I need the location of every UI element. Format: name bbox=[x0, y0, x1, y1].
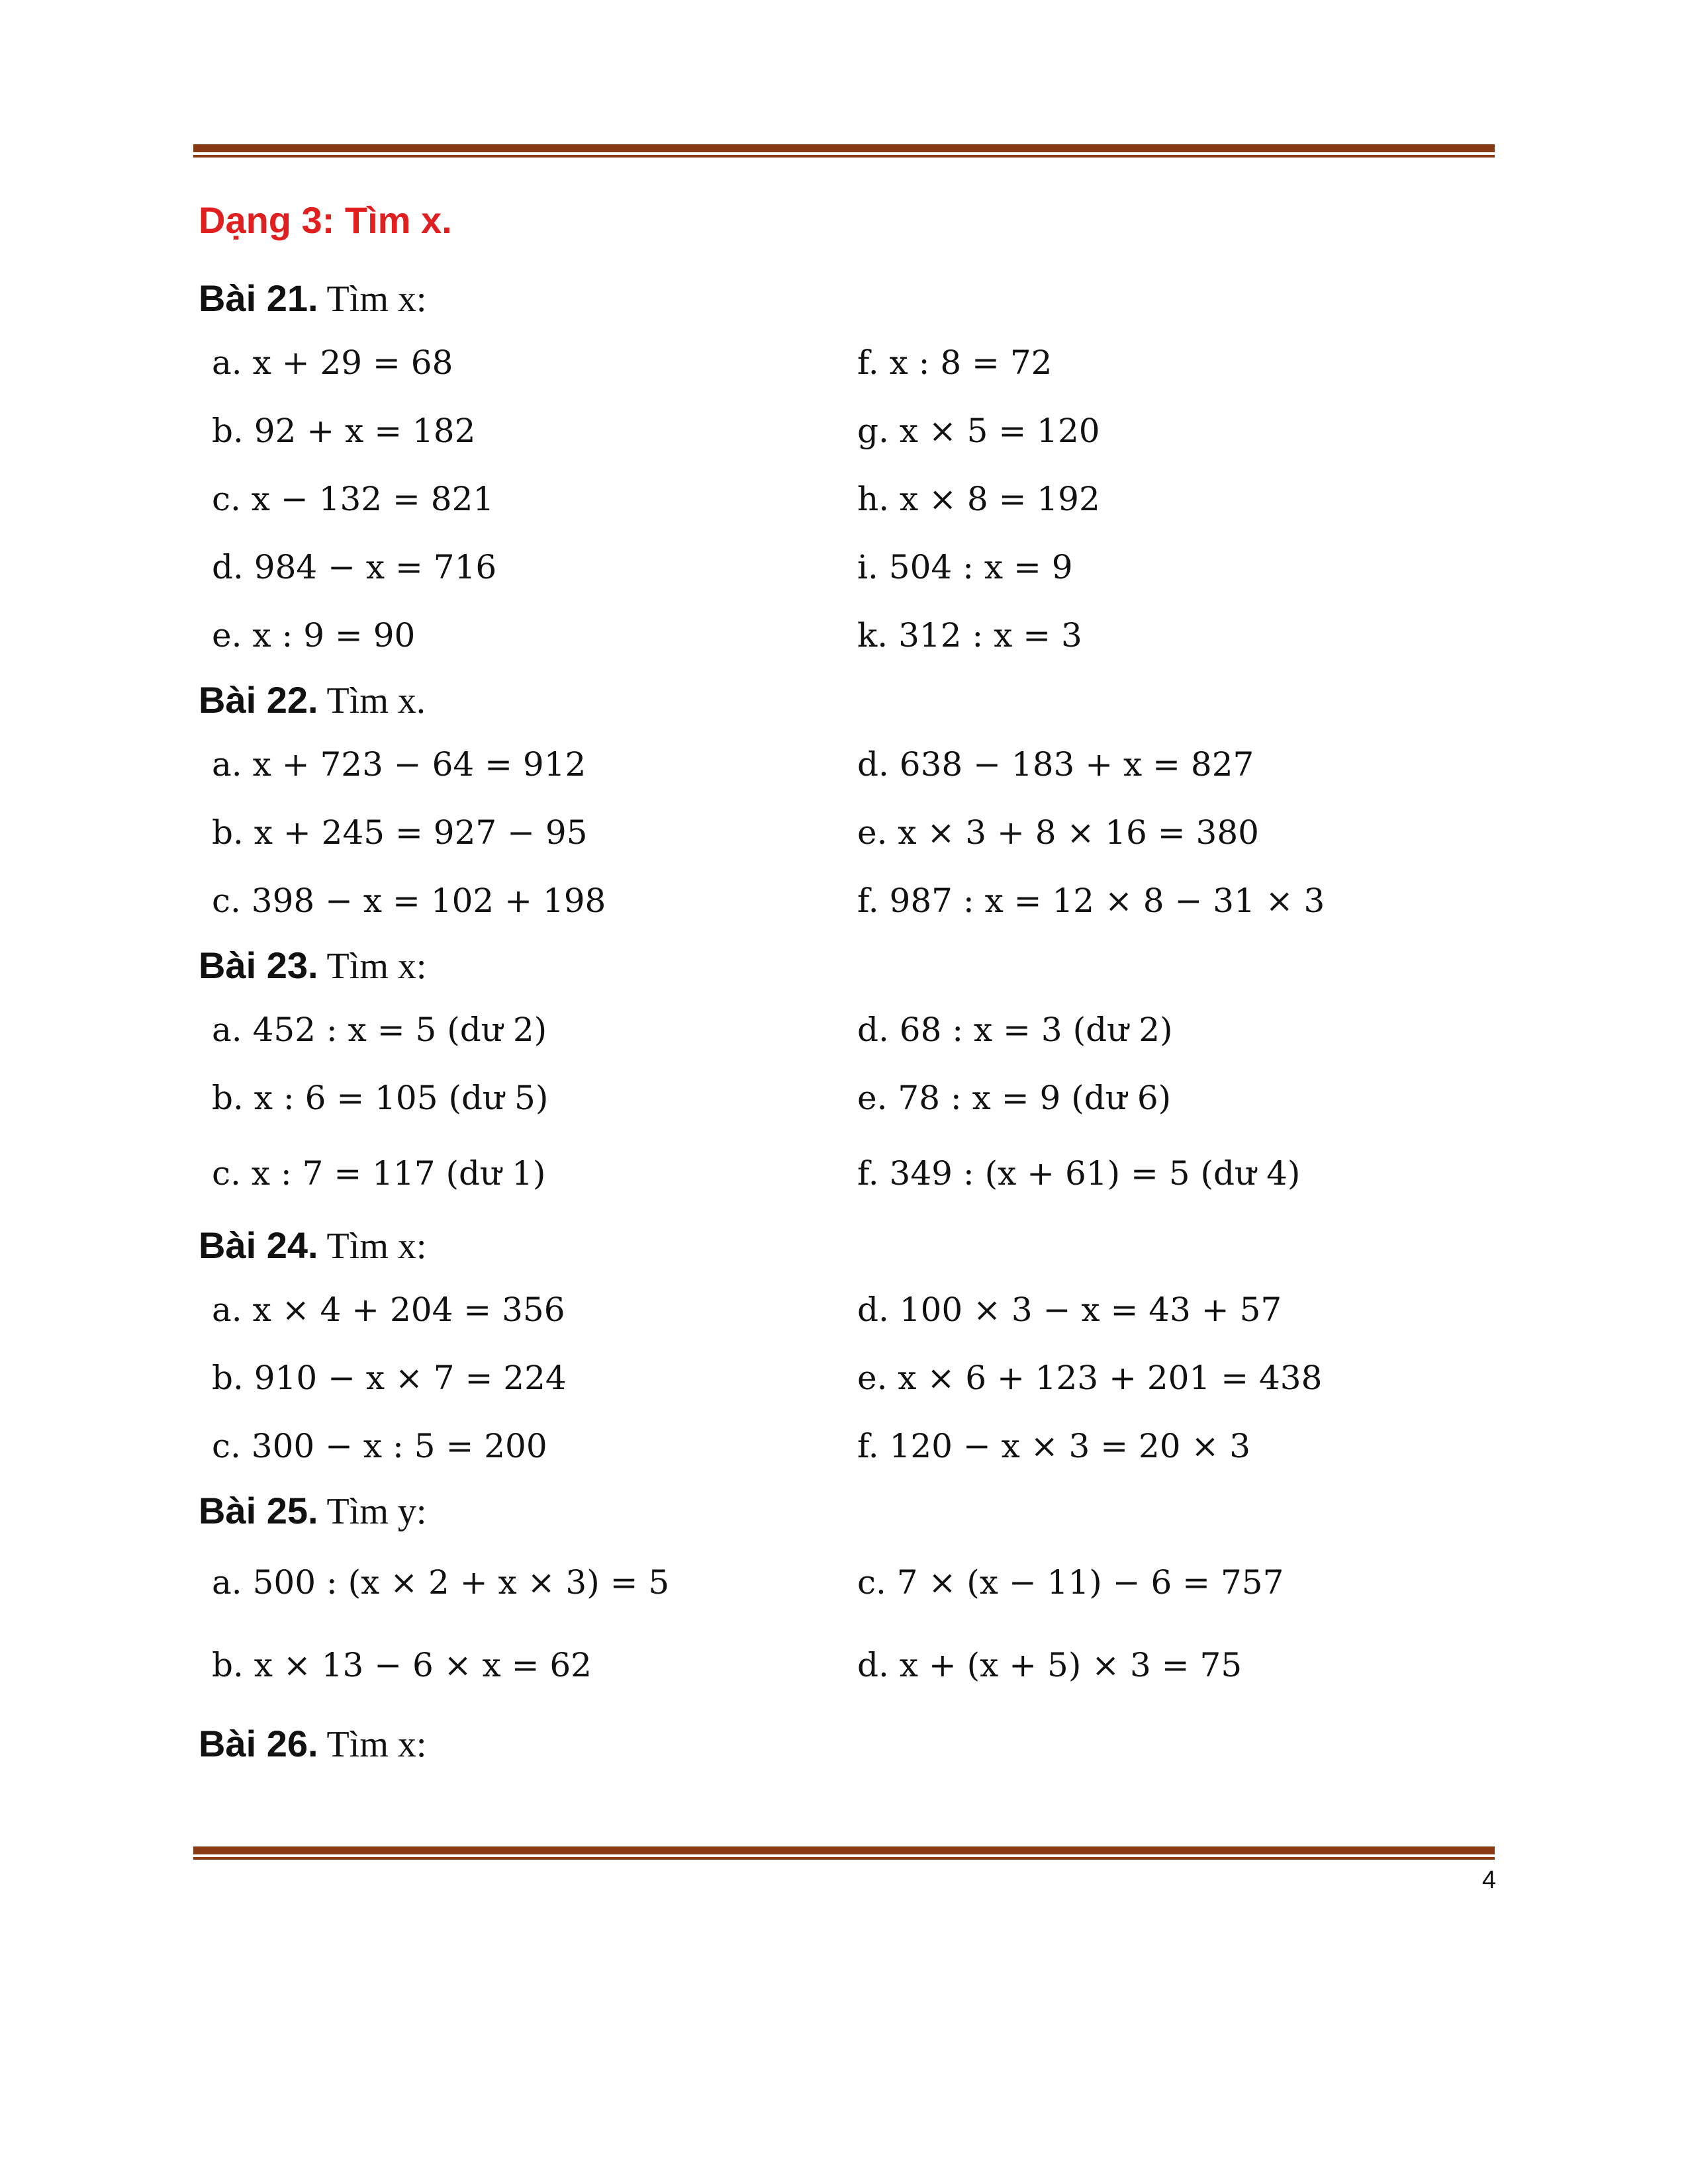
equation: f. x : 8 = 72 bbox=[857, 343, 1053, 382]
equation: a. x + 29 = 68 bbox=[212, 343, 453, 382]
equation: c. 300 − x : 5 = 200 bbox=[212, 1427, 547, 1465]
problem-title-22: Bài 22. Tìm x. bbox=[199, 679, 426, 721]
problem-25-items bbox=[199, 1541, 1489, 1707]
equation: d. 984 − x = 716 bbox=[212, 548, 497, 586]
bottom-divider bbox=[193, 1846, 1495, 1860]
equation: a. 500 : (x × 2 + x × 3) = 5 bbox=[212, 1563, 670, 1602]
problem-title-23: Bài 23. Tìm x: bbox=[199, 944, 427, 987]
top-divider bbox=[193, 144, 1495, 158]
equation: f. 120 − x × 3 = 20 × 3 bbox=[857, 1427, 1251, 1465]
equation: b. x + 245 = 927 − 95 bbox=[212, 813, 588, 852]
equation: a. 452 : x = 5 (dư 2) bbox=[212, 1011, 547, 1049]
equation: a. x + 723 − 64 = 912 bbox=[212, 745, 586, 784]
equation: k. 312 : x = 3 bbox=[857, 616, 1082, 655]
equation: b. 910 − x × 7 = 224 bbox=[212, 1359, 567, 1397]
problem-21-items bbox=[199, 329, 1489, 670]
equation: c. 398 − x = 102 + 198 bbox=[212, 882, 606, 920]
equation: d. 638 − 183 + x = 827 bbox=[857, 745, 1254, 784]
problem-list bbox=[199, 268, 1489, 1774]
problem-title-21: Bài 21. Tìm x: bbox=[199, 277, 427, 320]
problem-23-items bbox=[199, 996, 1489, 1215]
equation: c. x : 7 = 117 (dư 1) bbox=[212, 1154, 546, 1193]
equation: d. 100 × 3 − x = 43 + 57 bbox=[857, 1291, 1282, 1329]
problem-title-25: Bài 25. Tìm y: bbox=[199, 1490, 427, 1532]
equation: b. x : 6 = 105 (dư 5) bbox=[212, 1079, 549, 1117]
equation: e. x × 6 + 123 + 201 = 438 bbox=[857, 1359, 1323, 1397]
equation: g. x × 5 = 120 bbox=[857, 412, 1100, 450]
equation: e. 78 : x = 9 (dư 6) bbox=[857, 1079, 1172, 1117]
equation: d. 68 : x = 3 (dư 2) bbox=[857, 1011, 1173, 1049]
equation: f. 349 : (x + 61) = 5 (dư 4) bbox=[857, 1154, 1301, 1193]
equation: c. 7 × (x − 11) − 6 = 757 bbox=[857, 1563, 1284, 1602]
section-heading: Dạng 3: Tìm x. bbox=[199, 199, 452, 241]
equation: b. x × 13 − 6 × x = 62 bbox=[212, 1646, 592, 1684]
equation: c. x − 132 = 821 bbox=[212, 480, 494, 518]
page-number: 4 bbox=[1481, 1866, 1496, 1894]
problem-22-items bbox=[199, 731, 1489, 935]
equation: e. x : 9 = 90 bbox=[212, 616, 416, 655]
equation: e. x × 3 + 8 × 16 = 380 bbox=[857, 813, 1259, 852]
equation: h. x × 8 = 192 bbox=[857, 480, 1100, 518]
equation: b. 92 + x = 182 bbox=[212, 412, 476, 450]
equation: d. x + (x + 5) × 3 = 75 bbox=[857, 1646, 1243, 1684]
equation: i. 504 : x = 9 bbox=[857, 548, 1073, 586]
problem-24-items bbox=[199, 1276, 1489, 1480]
equation: a. x × 4 + 204 = 356 bbox=[212, 1291, 565, 1329]
equation: f. 987 : x = 12 × 8 − 31 × 3 bbox=[857, 882, 1325, 920]
problem-title-26: Bài 26. Tìm x: bbox=[199, 1723, 427, 1765]
problem-title-24: Bài 24. Tìm x: bbox=[199, 1224, 427, 1267]
